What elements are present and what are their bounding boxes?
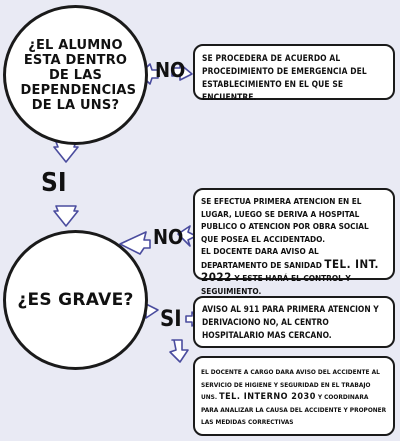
box-emergency-procedure-text: SE PROCEDERA DE ACUERDO AL PROCEDIMIENTO DE EMERGENCIA DEL ESTABLECIMIENTO EN EL QUE SE ENCUENTRE. — [202, 53, 367, 102]
box-safety-text: EL DOCENTE A CARGO DARA AVISO DEL ACCIDENTE AL SERVICIO DE HIGIENE Y SEGURIDAD EN EL TRABAJO UNS. — [201, 368, 380, 401]
box-safety-service — [193, 356, 395, 436]
no-label-1: NO — [155, 58, 186, 82]
box-safety-text-2: Y COORDINARA PARA ANALIZAR LA CAUSA DEL ACCIDENTE Y PROPONER LAS MEDIDAS CORRECTIVAS — [201, 393, 387, 426]
box-call-911-text: AVISO AL 911 PARA PRIMERA ATENCION Y DERIVACIONO NO, AL CENTRO HOSPITALARIO MAS CERCANO. — [202, 304, 379, 340]
box-call-911 — [193, 296, 395, 348]
box-first-aid-text: SE EFECTUA PRIMERA ATENCION EN EL LUGAR, LUEGO SE DERIVA A HOSPITAL PUBLICO O ATENCION POR OBRA SOCIAL QUE POSEA EL ACCIDENTADO. — [201, 196, 369, 244]
safety-phone: TEL. INTERNO 2030 — [219, 392, 316, 402]
box-first-aid-text-3: Y ESTE HARÁ EL CONTROL Y SEGUIMIENTO. — [201, 273, 351, 296]
box-first-aid-text-2: EL DOCENTE DARA AVISO AL DEPARTAMENTO DE SANIDAD — [201, 246, 322, 270]
question-is-grave — [3, 230, 148, 370]
arrow-down-to-si1 — [54, 142, 78, 162]
box-emergency-procedure — [193, 44, 395, 100]
no-label-2: NO — [153, 225, 184, 249]
si-label-1: SI — [41, 168, 67, 198]
question-is-grave-text: ¿ES GRAVE? — [17, 290, 134, 310]
arrow-si1-to-q2 — [54, 206, 78, 226]
question-inside-uns-text: ¿EL ALUMNO ESTA DENTRO DE LAS DEPENDENCIAS DE LA UNS? — [20, 37, 137, 113]
question-inside-uns — [3, 5, 148, 145]
sanidad-phone: TEL. INT. 2022 — [201, 256, 379, 284]
arrow-si2-to-box4 — [170, 340, 188, 362]
box-first-aid-not-grave — [193, 188, 395, 296]
si-label-2: SI — [160, 307, 182, 332]
